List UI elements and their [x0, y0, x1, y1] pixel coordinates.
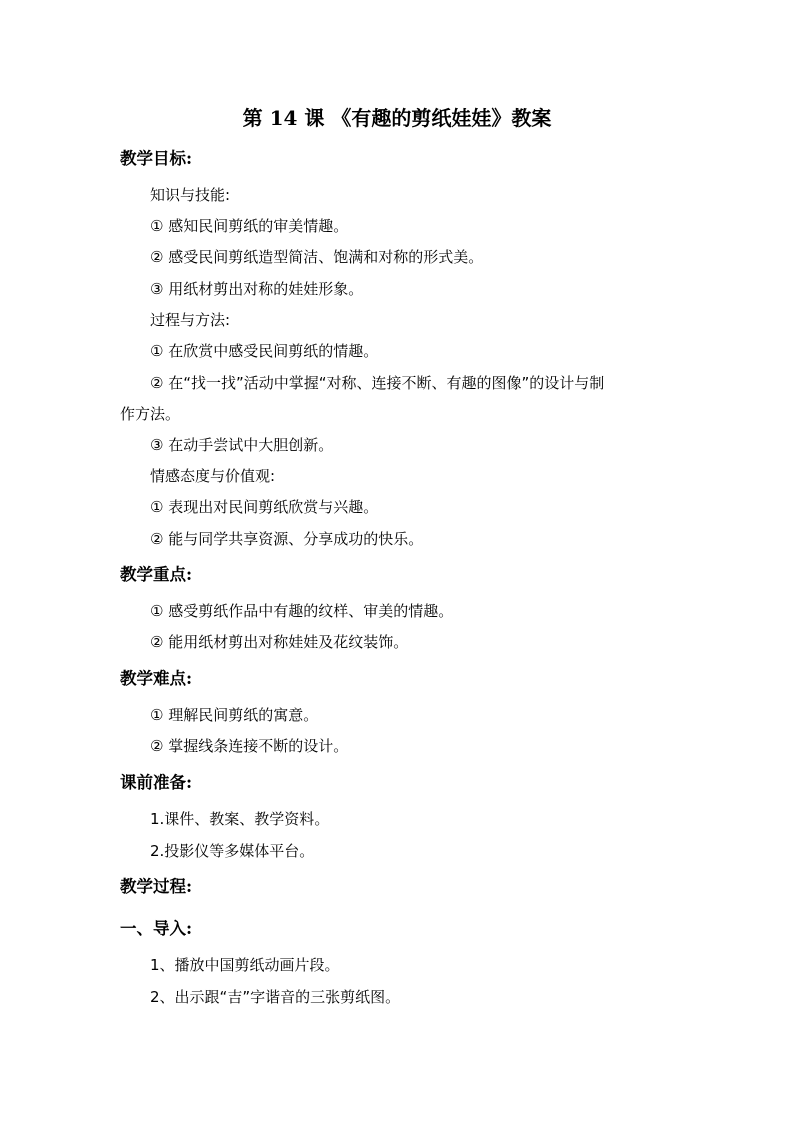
intro-item: 2、出示跟“吉”字谐音的三张剪纸图。	[150, 988, 401, 1006]
process-label: 过程与方法:	[150, 311, 231, 329]
preparation-heading: 课前准备:	[120, 773, 193, 792]
key-points-heading: 教学重点:	[120, 565, 193, 584]
preparation-item: 1.课件、教案、教学资料。	[150, 810, 330, 828]
process-section-heading: 教学过程:	[120, 877, 193, 896]
difficulties-heading: 教学难点:	[120, 669, 193, 688]
intro-heading: 一、导入:	[120, 919, 193, 938]
knowledge-label: 知识与技能:	[150, 186, 231, 204]
emotion-item: ① 表现出对民间剪纸欣赏与兴趣。	[150, 498, 379, 516]
knowledge-item: ② 感受民间剪纸造型简洁、饱满和对称的形式美。	[150, 248, 484, 266]
preparation-item: 2.投影仪等多媒体平台。	[150, 842, 315, 860]
difficulty-item: ① 理解民间剪纸的寓意。	[150, 706, 319, 724]
intro-item: 1、播放中国剪纸动画片段。	[150, 956, 340, 974]
process-item-continued: 作方法。	[120, 405, 181, 423]
document-title: 第 14 课 《有趣的剪纸娃娃》教案	[242, 106, 552, 130]
process-item: ② 在“找一找”活动中掌握“对称、连接不断、有趣的图像”的设计与制	[150, 374, 605, 392]
knowledge-item: ① 感知民间剪纸的审美情趣。	[150, 217, 349, 235]
key-point-item: ① 感受剪纸作品中有趣的纹样、审美的情趣。	[150, 602, 454, 620]
objectives-heading: 教学目标:	[120, 149, 193, 168]
process-item: ① 在欣赏中感受民间剪纸的情趣。	[150, 342, 379, 360]
knowledge-item: ③ 用纸材剪出对称的娃娃形象。	[150, 280, 364, 298]
process-item: ③ 在动手尝试中大胆创新。	[150, 436, 334, 454]
emotion-item: ② 能与同学共享资源、分享成功的快乐。	[150, 530, 424, 548]
key-point-item: ② 能用纸材剪出对称娃娃及花纹装饰。	[150, 633, 409, 651]
difficulty-item: ② 掌握线条连接不断的设计。	[150, 737, 349, 755]
emotion-label: 情感态度与价值观:	[150, 467, 276, 485]
